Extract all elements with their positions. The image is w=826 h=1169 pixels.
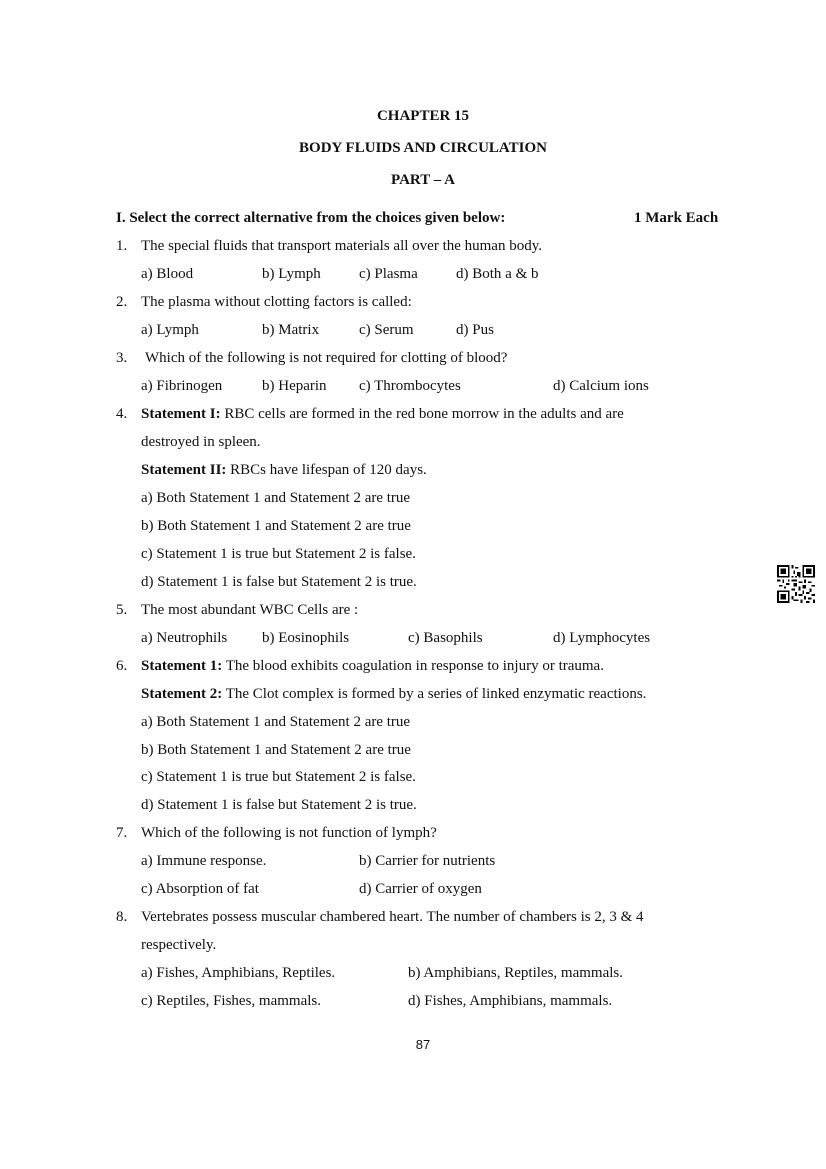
- option: a) Fishes, Amphibians, Reptiles.: [141, 965, 336, 981]
- option: a) Immune response.: [141, 853, 267, 869]
- section-instruction: I. Select the correct alternative from the choices given below:: [116, 210, 506, 226]
- option: d) Calcium ions: [553, 378, 649, 394]
- statement-text: RBC cells are formed in the red bone morrow in the adults and are: [220, 406, 624, 422]
- option: d) Both a & b: [456, 266, 539, 282]
- option: b) Carrier for nutrients: [359, 853, 496, 869]
- option: c) Absorption of fat: [141, 881, 259, 897]
- statement-1: [141, 657, 604, 675]
- part-heading: PART – A: [391, 172, 455, 188]
- option: c) Statement 1 is true but Statement 2 is false.: [141, 769, 416, 785]
- question-text: Vertebrates possess muscular chambered heart. The number of chambers is 2, 3 & 4: [141, 909, 644, 925]
- statement-1: [141, 405, 624, 423]
- option: c) Plasma: [359, 266, 418, 282]
- option: a) Both Statement 1 and Statement 2 are true: [141, 714, 411, 730]
- option: b) Matrix: [262, 322, 320, 338]
- question-text-continued: respectively.: [141, 937, 217, 953]
- option: a) Neutrophils: [141, 630, 228, 646]
- option: a) Lymph: [141, 322, 199, 338]
- option: d) Carrier of oxygen: [359, 881, 482, 897]
- option: b) Heparin: [262, 378, 327, 394]
- page-number: 87: [415, 1037, 431, 1052]
- option: d) Statement 1 is false but Statement 2 is true.: [141, 797, 417, 813]
- qr-code-icon: [777, 565, 815, 603]
- chapter-heading: CHAPTER 15: [376, 108, 470, 124]
- statement-1-continued: destroyed in spleen.: [141, 434, 261, 450]
- question-number: 1.: [116, 238, 128, 254]
- option: b) Both Statement 1 and Statement 2 are true: [141, 518, 411, 534]
- question-text: Which of the following is not required for clotting of blood?: [145, 350, 508, 366]
- statement-text: RBCs have lifespan of 120 days.: [226, 462, 427, 478]
- statement-label: Statement I:: [141, 406, 221, 422]
- option: b) Both Statement 1 and Statement 2 are true: [141, 742, 411, 758]
- question-text: Which of the following is not function of lymph?: [141, 825, 437, 841]
- question-number: 2.: [116, 294, 128, 310]
- question-number: 8.: [116, 909, 128, 925]
- option: d) Pus: [456, 322, 494, 338]
- question-text: The plasma without clotting factors is called:: [141, 294, 412, 310]
- statement-label: Statement 1:: [141, 658, 223, 674]
- option: d) Lymphocytes: [553, 630, 651, 646]
- option: c) Thrombocytes: [359, 378, 461, 394]
- question-number: 3.: [116, 350, 128, 366]
- statement-2: [141, 461, 427, 479]
- option: c) Basophils: [408, 630, 483, 646]
- chapter-title: BODY FLUIDS AND CIRCULATION: [299, 140, 547, 156]
- question-text: The special fluids that transport materials all over the human body.: [141, 238, 542, 254]
- statement-label: Statement II:: [141, 462, 227, 478]
- question-number: 6.: [116, 658, 128, 674]
- option: a) Blood: [141, 266, 194, 282]
- statement-text: The blood exhibits coagulation in response to injury or trauma.: [222, 658, 604, 674]
- option: c) Serum: [359, 322, 414, 338]
- statement-2: [141, 685, 646, 703]
- option: d) Statement 1 is false but Statement 2 is true.: [141, 574, 417, 590]
- option: b) Amphibians, Reptiles, mammals.: [408, 965, 623, 981]
- option: b) Eosinophils: [262, 630, 350, 646]
- option: c) Statement 1 is true but Statement 2 is false.: [141, 546, 416, 562]
- option: d) Fishes, Amphibians, mammals.: [408, 993, 613, 1009]
- option: a) Fibrinogen: [141, 378, 223, 394]
- question-number: 5.: [116, 602, 128, 618]
- option: a) Both Statement 1 and Statement 2 are true: [141, 490, 411, 506]
- question-number: 7.: [116, 825, 128, 841]
- option: c) Reptiles, Fishes, mammals.: [141, 993, 321, 1009]
- statement-text: The Clot complex is formed by a series of linked enzymatic reactions.: [222, 686, 647, 702]
- question-number: 4.: [116, 406, 128, 422]
- statement-label: Statement 2:: [141, 686, 223, 702]
- question-text: The most abundant WBC Cells are :: [141, 602, 359, 618]
- section-marks: 1 Mark Each: [634, 210, 719, 226]
- option: b) Lymph: [262, 266, 321, 282]
